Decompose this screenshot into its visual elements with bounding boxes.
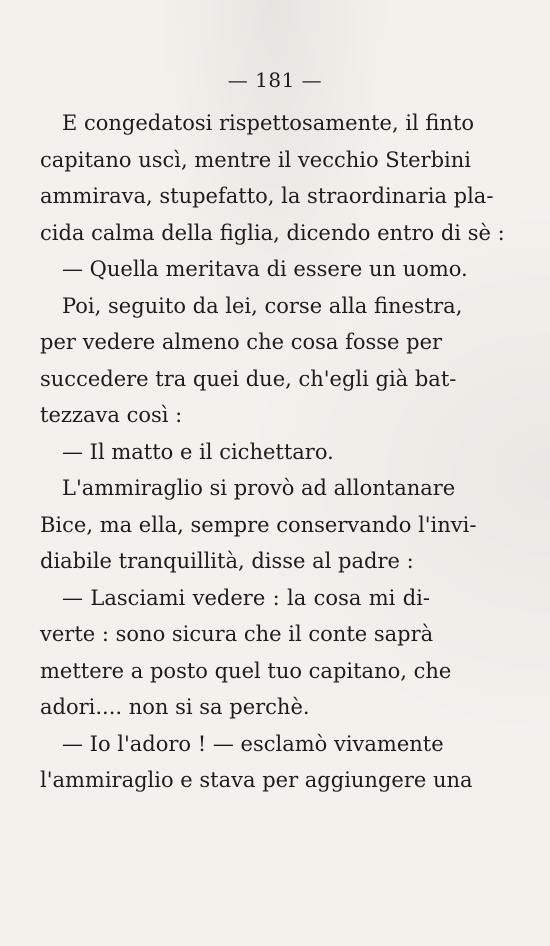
text-line: — Lasciami vedere : la cosa mi di- [62, 585, 430, 610]
text-line: Bice, ma ella, sempre conservando l'invi- [40, 512, 477, 537]
body-text [40, 105, 505, 799]
text-line: l'ammiraglio e stava per aggiungere una [40, 768, 473, 792]
text-line: cida calma della figlia, dicendo entro di sè : [40, 220, 505, 245]
text-line: capitano uscì, mentre il vecchio Sterbini [40, 147, 471, 172]
text-line: adori.... non si sa perchè. [40, 695, 310, 719]
text-line: E congedatosi rispettosamente, il finto [62, 111, 475, 135]
text-line: mettere a posto quel tuo capitano, che [40, 658, 452, 683]
page-number: — 181 — [227, 68, 323, 92]
text-line: L'ammiraglio si provò ad allontanare [62, 476, 456, 500]
text-line: verte : sono sicura che il conte saprà [40, 622, 434, 646]
text-line: — Il matto e il cichettaro. [62, 439, 334, 464]
text-line: tezzava così : [40, 403, 183, 427]
text-line: diabile tranquillità, disse al padre : [40, 549, 414, 573]
text-line: Poi, seguito da lei, corse alla finestra, [62, 293, 463, 318]
text-line: succedere tra quei due, ch'egli già bat- [40, 366, 457, 391]
text-line: per vedere almeno che cosa fosse per [40, 330, 443, 354]
text-line: — Quella meritava di essere un uomo. [62, 257, 468, 281]
text-line: ammirava, stupefatto, la straordinaria pla- [40, 184, 494, 208]
text-line: — Io l'adoro ! — esclamò vivamente [62, 731, 444, 756]
